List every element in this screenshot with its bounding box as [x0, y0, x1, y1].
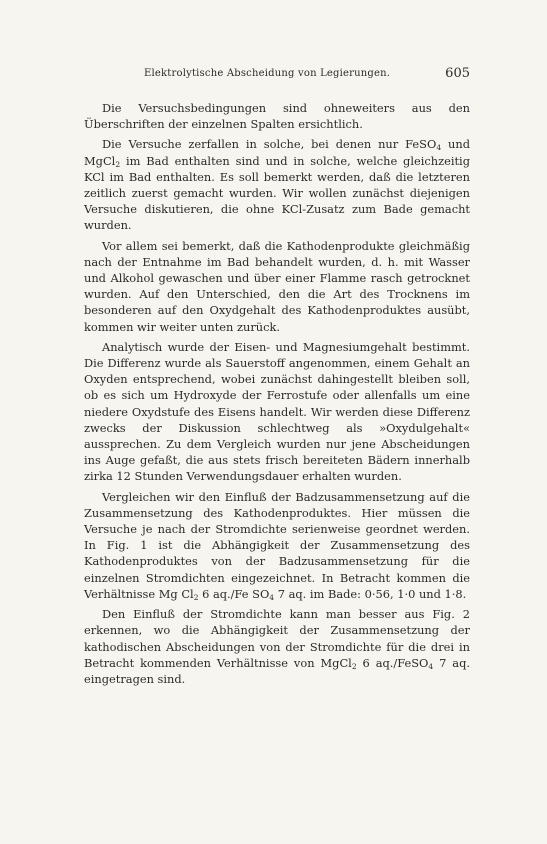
page-header — [84, 66, 470, 88]
paragraph-1: Die Versuchsbedingungen sind ohneweiters aus den Überschriften der einzelnen Spalten ersichtlich. — [84, 101, 470, 132]
document-page — [84, 66, 470, 691]
body-text — [84, 100, 470, 687]
paragraph-3: Vor allem sei bemerkt, daß die Kathodenprodukte gleichmäßig nach der Entnahme im Bad behandelt wurden, d. h. mit Wasser und Alkohol gewaschen und über einer Flamme rasch getrocknet wurden. Auf den Unterschied, den die Art des Trocknens im besonderen auf den Oxydgehalt des Kathodenproduktes ausübt, kommen wir weiter unten zurück. — [84, 238, 470, 334]
running-title: Elektrolytische Abscheidung von Legierungen. — [144, 68, 391, 79]
paragraph-5: Vergleichen wir den Einfluß der Badzusammensetzung auf die Zusammensetzung des Kathodenproduktes. Hier müssen die Versuche je nach der Stromdichte serienweise geordnet werden. In Fig. 1 ist die Abhängigkeit der Zusammensetzung des Kathodenproduktes von der Badzusammensetzung für die einzelnen Stromdichten eingezeichnet. In Betracht kommen die Verhältnisse Mg $Cl_2$ 6 aq./Fe $SO_4$ 7 aq. im Bade: 0·56, 1·0 und 1·8. — [84, 489, 470, 602]
paragraph-2: Die Versuche zerfallen in solche, bei denen nur FeSO$_4$ und MgCl$_2$ im Bad enthalten sind und in solche, welche gleichzeitig KCl im Bad enthalten. Es soll bemerkt werden, daß die letzteren zeitlich zuerst gemacht wurden. Wir wollen zunächst diejenigen Versuche diskutieren, die ohne KCl-Zusatz zum Bade gemacht wurden. — [84, 137, 470, 233]
paragraph-4: Analytisch wurde der Eisen- und Magnesiumgehalt bestimmt. Die Differenz wurde als Sauerstoff angenommen, einem Gehalt an Oxyden entsprechend, wobei zunächst dahingestellt bleiben soll, ob es sich um Hydroxyde der Ferrostufe oder allenfalls um eine niedere Oxydstufe des Eisens handelt. Wir werden diese Differenz zwecks der Diskussion schlechtweg als »Oxydulgehalt« aussprechen. Zu dem Vergleich wurden nur jene Abscheidungen ins Auge gefaßt, die aus stets frisch bereiteten Bädern innerhalb zirka 12 Stunden Verwendungsdauer erhalten wurden. — [84, 339, 470, 484]
page-number: 605 — [445, 66, 470, 81]
paragraph-6: Den Einfluß der Stromdichte kann man besser aus Fig. 2 erkennen, wo die Abhängigkeit der Zusammensetzung der kathodischen Abscheidungen von der Stromdichte für die drei in Betracht kommenden Verhältnisse von MgCl$_2$ 6 aq./FeSO$_4$ 7 aq. eingetragen sind. — [84, 607, 470, 686]
